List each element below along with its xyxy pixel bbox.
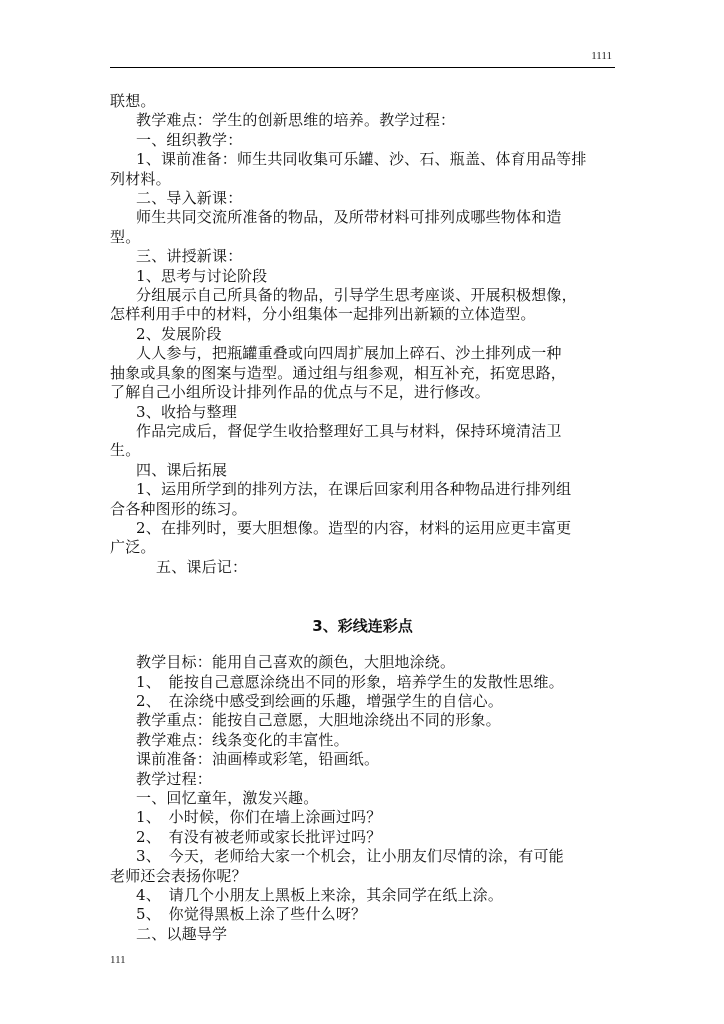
text-line: 3、 今天，老师给大家一个机会，让小朋友们尽情的涂，有可能 [136,847,564,866]
text-line: 2、 有没有被老师或家长批评过吗？ [136,827,382,846]
text-line: 广泛。 [110,538,156,557]
text-line: 联想。 [110,92,156,110]
text-line: 合各种图形的练习。 [110,499,247,518]
text-line: 列材料。 [110,169,171,188]
text-line: 一、组织教学： [136,130,243,149]
text-line: 作品完成后，督促学生收拾整理好工具与材料，保持环境清洁卫 [136,421,562,440]
text-line: 分组展示自己所具备的物品，引导学生思考座谈、开展积极想像， [136,286,577,305]
text-line: 四、课后拓展 [136,460,228,479]
text-line: 生。 [110,441,141,460]
text-line: 教学重点：能按自己意愿，大胆地涂绕出不同的形象。 [136,711,501,730]
text-line: 二、导入新课： [136,189,243,208]
lesson-title: 3、彩线连彩点 [312,617,413,636]
text-line: 三、讲授新课： [136,247,243,266]
text-line: 1、运用所学到的排列方法，在课后回家利用各种物品进行排列组 [136,480,572,499]
text-line: 5、 你觉得黑板上涂了些什么呀？ [136,905,367,924]
footer-page-number: 111 [110,954,126,966]
document-body [110,92,615,944]
header-rule [110,67,615,68]
text-line: 教学难点：线条变化的丰富性。 [136,730,349,749]
text-line: 二、以趣导学 [136,924,228,943]
text-line: 怎样利用手中的材料，分小组集体一起排列出新颖的立体造型。 [110,305,536,324]
text-line: 2、在排列时，要大胆想像。造型的内容，材料的运用应更丰富更 [136,518,572,537]
text-line: 4、 请几个小朋友上黑板上来涂，其余同学在纸上涂。 [136,886,504,905]
text-line: 一、回忆童年，激发兴趣。 [136,789,319,807]
text-line: 1、 能按自己意愿涂绕出不同的形象，培养学生的发散性思维。 [136,672,564,691]
text-line: 2、 在涂绕中感受到绘画的乐趣，增强学生的自信心。 [136,691,504,710]
text-line: 1、课前准备：师生共同收集可乐罐、沙、石、瓶盖、体育用品等排 [136,150,587,169]
text-line: 了解自己小组所设计排列作品的优点与不足，进行修改。 [110,383,491,402]
text-line: 1、 小时候，你们在墙上涂画过吗？ [136,808,382,827]
text-line: 1、思考与讨论阶段 [136,266,268,285]
text-line: 五、课后记： [156,557,248,576]
text-line: 师生共同交流所准备的物品，及所带材料可排列成哪些物体和造 [136,208,562,227]
text-line: 抽象或具象的图案与造型。通过组与组参观，相互补充，拓宽思路， [110,363,567,382]
text-line: 型。 [110,227,141,246]
text-line: 3、收拾与整理 [136,402,237,421]
text-line: 教学过程： [136,769,213,788]
text-line: 教学目标：能用自己喜欢的颜色，大胆地涂绕。 [136,653,456,672]
header-page-number: 1111 [591,50,612,62]
text-line: 教学难点：学生的创新思维的培养。教学过程： [136,111,456,130]
text-line: 老师还会表扬你呢？ [110,866,247,885]
text-line: 2、发展阶段 [136,324,222,343]
text-line: 课前准备：油画棒或彩笔，铅画纸。 [136,750,380,769]
text-line: 人人参与，把瓶罐重叠或向四周扩展加上碎石、沙土排列成一种 [136,344,562,363]
